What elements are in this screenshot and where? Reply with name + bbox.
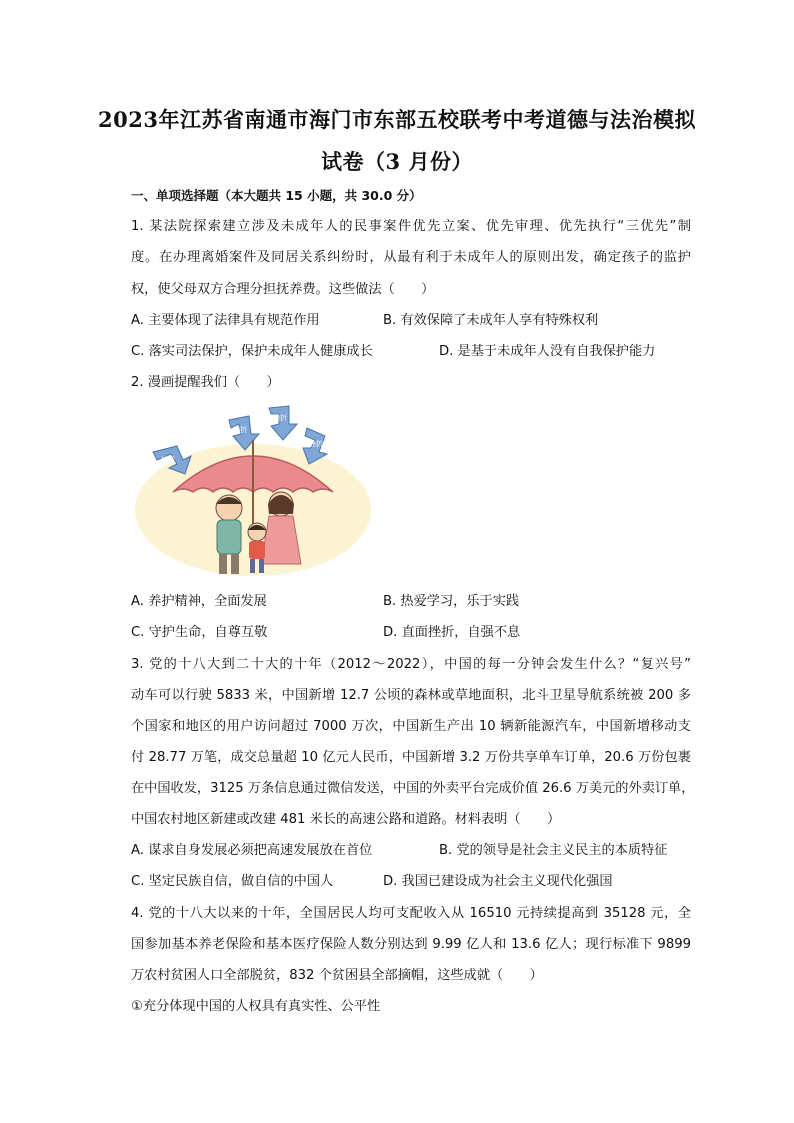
q3-option-c[interactable]: C. 坚定民族自信，做自信的中国人 [131,874,334,889]
q3-option-a[interactable]: A. 谋求自身发展必须把高速发展放在首位 [131,843,373,858]
exam-title-line-2: 试卷（3 月份） [321,149,473,174]
q2-option-b[interactable]: B. 热爱学习，乐于实践 [383,594,520,609]
q3-stem-line-5: 在中国收发，3125 万条信息通过微信发送，中国的外卖平台完成价值 26.6 万美元的外卖订单， [131,781,695,796]
q1-stem-line-3: 权，使父母双方合理分担抚养费。这些做法（ ） [131,282,435,297]
q2-option-c[interactable]: C. 守护生命，自尊互敬 [131,625,268,640]
q1-stem-line-2: 度。在办理离婚案件及同居关系纠纷时，从最有利于未成年人的原则出发，确定孩子的监护 [131,250,691,265]
q4-stem-line-3: 万农村贫困人口全部脱贫，832 个贫困县全部摘帽，这些成就（ ） [131,968,543,983]
q1-option-d[interactable]: D. 是基于未成年人没有自我保护能力 [439,344,656,359]
q1-option-a[interactable]: A. 主要体现了法律具有规范作用 [131,313,320,328]
q3-stem-line-6: 中国农村地区新建或改建 481 米长的高速公路和道路。材料表明（ ） [131,812,561,827]
q2-option-d[interactable]: D. 直面挫折，自强不息 [383,625,521,640]
q3-stem-line-2: 动车可以行驶 5833 米，中国新增 12.7 公顷的森林或草地面积，北斗卫星导航系统被 200 多 [131,688,691,703]
umbrella-family-cartoon [133,400,371,580]
q3-stem-line-3: 个国家和地区的用户访问超过 7000 万次，中国新生产出 10 辆新能源汽车，中国新增移动支 [131,719,691,734]
q2-option-a[interactable]: A. 养护精神，全面发展 [131,594,267,609]
q4-stem-line-1: 4. 党的十八大以来的十年，全国居民人均可支配收入从 16510 元持续提高到 35128 元，全 [131,906,691,921]
q3-stem-line-4: 付 28.77 万笔，成交总量超 10 亿元人民币，中国新增 3.2 万份共享单车订单，20.6 万份包裹 [131,750,691,765]
exam-title-line-1: 2023年江苏省南通市海门市东部五校联考中考道德与法治模拟 [98,107,696,132]
q3-option-b[interactable]: B. 党的领导是社会主义民主的本质特征 [439,843,668,858]
arrow-label-4: 挫折 [309,440,323,448]
q1-option-c[interactable]: C. 落实司法保护，保护未成年人健康成长 [131,344,373,359]
arrow-label-2: 挫折 [233,426,247,434]
q4-stem-line-2: 国参加基本养老保险和基本医疗保险人数分别达到 9.99 亿人和 13.6 亿人；现行标准下 9899 [131,937,691,952]
arrow-label-1: 挫折 [161,456,175,464]
q3-option-d[interactable]: D. 我国已建设成为社会主义现代化强国 [383,874,613,889]
q1-option-b[interactable]: B. 有效保障了未成年人享有特殊权利 [383,313,599,328]
section-heading: 一、单项选择题（本大题共 15 小题，共 30.0 分） [131,188,422,203]
q1-stem-line-1: 1. 某法院探索建立涉及未成年人的民事案件优先立案、优先审理、优先执行“三优先”制 [131,219,691,234]
q2-stem: 2. 漫画提醒我们（ ） [131,375,280,390]
q4-statement-1: ①充分体现中国的人权具有真实性、公平性 [131,999,381,1014]
q3-stem-line-1: 3. 党的十八大到二十大的十年（2012～2022），中国的每一分钟会发生什么？“复兴号” [131,657,691,672]
arrow-label-3: 挫折 [273,414,287,422]
